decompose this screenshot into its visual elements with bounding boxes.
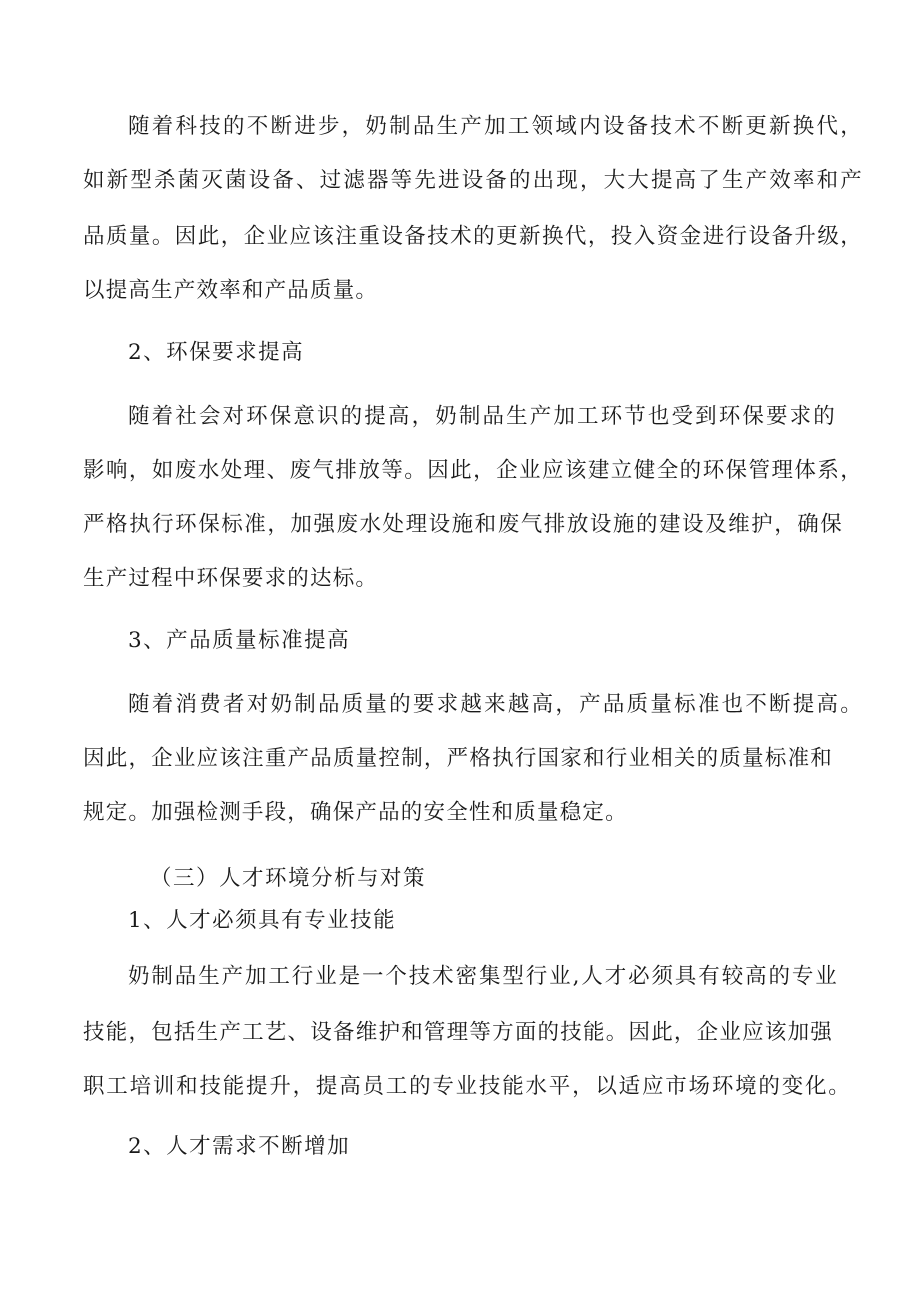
paragraph-1-line-4: 以提高生产效率和产品质量。 [83, 278, 379, 303]
paragraph-3-line-3: 规定。加强检测手段，确保产品的安全性和质量稳定。 [83, 800, 628, 825]
paragraph-3-line-1: 随着消费者对奶制品质量的要求越来越高，产品质量标准也不断提高。 [128, 692, 863, 717]
paragraph-1-line-1: 随着科技的不断进步，奶制品生产加工领域内设备技术不断更新换代， [128, 114, 863, 139]
paragraph-2-line-4: 生产过程中环保要求的达标。 [83, 566, 379, 591]
paragraph-2-line-2: 影响，如废水处理、废气排放等。因此，企业应该建立健全的环保管理体系， [83, 458, 863, 483]
heading-talent-demand: 2、人才需求不断增加 [128, 1134, 351, 1159]
paragraph-2-line-3: 严格执行环保标准，加强废水处理设施和废气排放设施的建设及维护，确保 [83, 512, 843, 537]
heading-professional-skills: 1、人才必须具有专业技能 [128, 908, 397, 933]
heading-quality-standard: 3、产品质量标准提高 [128, 628, 351, 653]
paragraph-4-line-1: 奶制品生产加工行业是一个技术密集型行业,人才必须具有较高的专业 [128, 964, 838, 989]
paragraph-4-line-3: 职工培训和技能提升，提高员工的专业技能水平，以适应市场环境的变化。 [83, 1074, 851, 1099]
section-heading-talent: （三）人才环境分析与对策 [150, 866, 427, 891]
paragraph-4-line-2: 技能，包括生产工艺、设备维护和管理等方面的技能。因此，企业应该加强 [83, 1020, 833, 1045]
paragraph-3-line-2: 因此，企业应该注重产品质量控制，严格执行国家和行业相关的质量标准和 [83, 746, 833, 771]
heading-environmental: 2、环保要求提高 [128, 340, 305, 365]
paragraph-1-line-3: 品质量。因此，企业应该注重设备技术的更新换代，投入资金进行设备升级， [83, 224, 863, 249]
paragraph-2-line-1: 随着社会对环保意识的提高，奶制品生产加工环节也受到环保要求的 [128, 404, 836, 429]
paragraph-1-line-2: 如新型杀菌灭菌设备、过滤器等先进设备的出现，大大提高了生产效率和产 [83, 168, 863, 193]
